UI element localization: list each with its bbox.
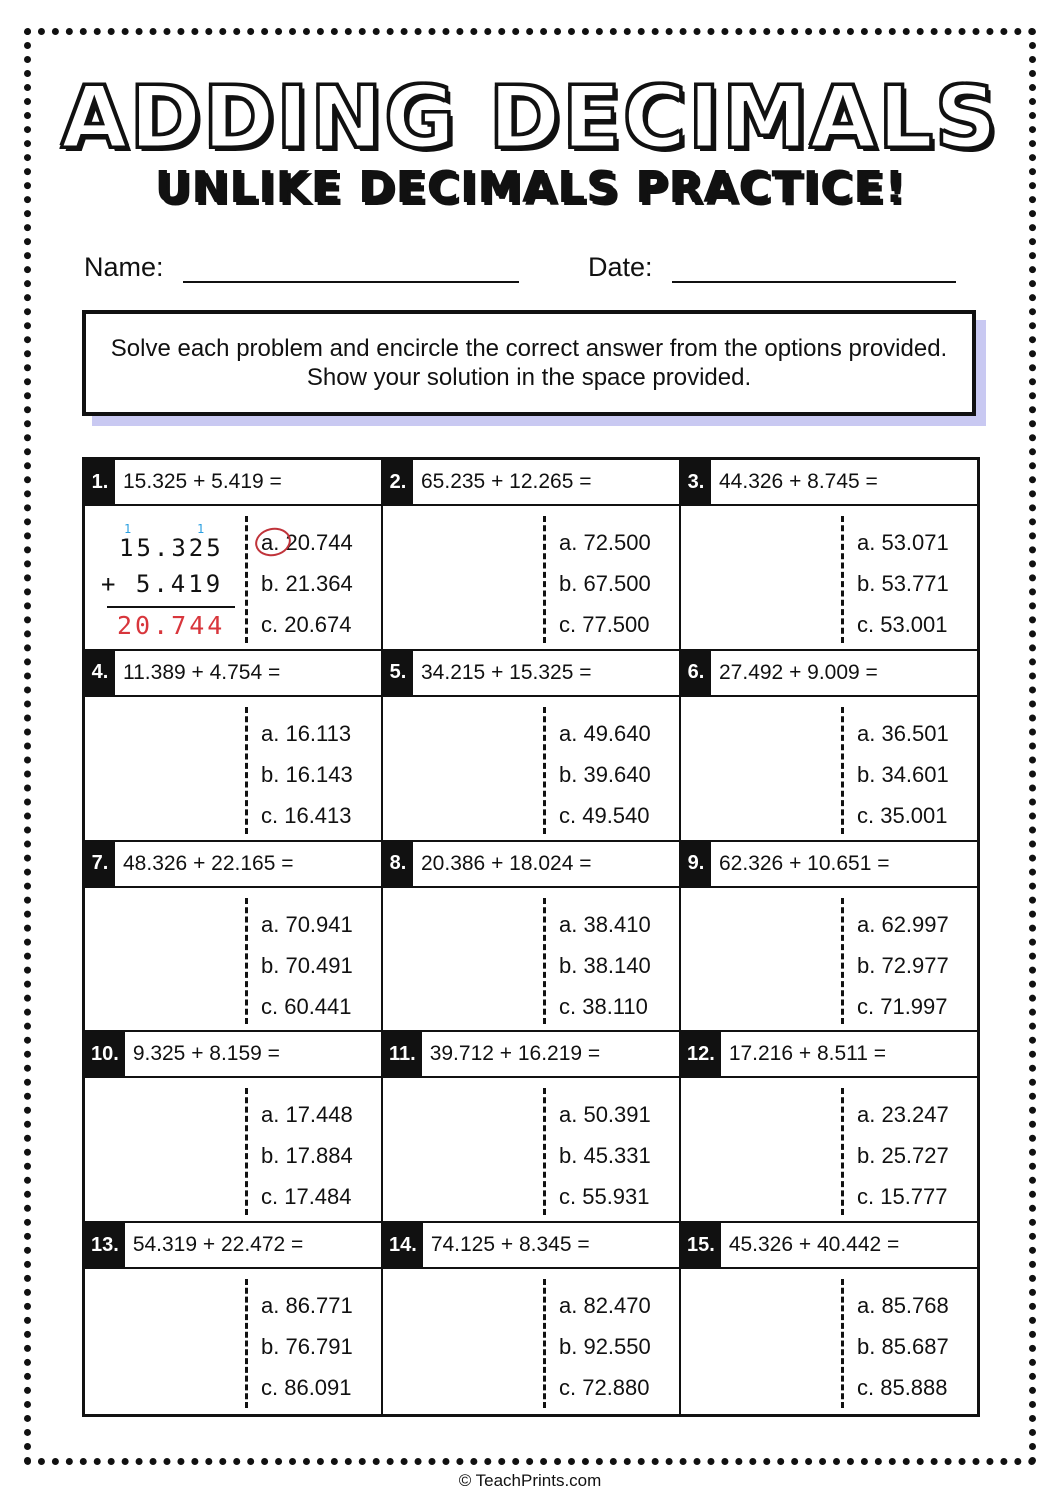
problem-header <box>85 842 381 888</box>
dashed-divider <box>841 898 844 1025</box>
problem-header <box>681 460 977 506</box>
problem-number: 4. <box>85 651 115 695</box>
answer-option[interactable]: a. 50.391 <box>559 1102 651 1128</box>
work-bottom-number: + 5.419 <box>101 570 224 598</box>
problem-header <box>383 651 679 697</box>
problem-grid <box>82 457 980 1417</box>
problem-expression: 65.235 + 12.265 = <box>421 470 592 493</box>
problem-number: 3. <box>681 460 711 504</box>
problem-cell <box>85 651 383 842</box>
answer-option[interactable]: b. 53.771 <box>857 571 949 596</box>
answer-option[interactable]: c. 86.091 <box>261 1375 352 1401</box>
answer-options <box>261 904 353 1027</box>
answer-options <box>559 1285 651 1408</box>
problem-header <box>85 651 381 697</box>
answer-option[interactable]: b. 85.687 <box>857 1334 949 1360</box>
answer-option[interactable]: b. 21.364 <box>261 571 353 596</box>
answer-option[interactable]: c. 35.001 <box>857 802 948 828</box>
answer-options <box>857 713 949 836</box>
problem-number: 14. <box>383 1223 423 1267</box>
problem-header <box>383 1032 679 1078</box>
problem-header <box>681 1223 977 1269</box>
name-field-row <box>84 252 519 283</box>
dashed-divider <box>245 516 248 643</box>
carry-mark: 1 <box>197 522 205 536</box>
dashed-divider <box>841 1088 844 1215</box>
answer-option[interactable]: b. 34.601 <box>857 761 949 787</box>
answer-option[interactable]: c. 49.540 <box>559 802 650 828</box>
answer-option[interactable]: c. 38.110 <box>559 993 648 1019</box>
date-field[interactable] <box>672 253 956 283</box>
problem-expression: 34.215 + 15.325 = <box>421 660 592 684</box>
problem-cell <box>383 1032 681 1223</box>
answer-option[interactable]: c. 71.997 <box>857 993 948 1019</box>
instructions-text: Solve each problem and encircle the correct answer from the options provided. Show your solution in the space provided. <box>110 335 948 391</box>
dashed-divider <box>841 516 844 643</box>
answer-options <box>857 1094 949 1217</box>
problem-cell <box>85 1223 383 1414</box>
problem-header <box>383 1223 679 1269</box>
problem-expression: 44.326 + 8.745 = <box>719 470 878 493</box>
answer-option[interactable]: a. 36.501 <box>857 720 949 746</box>
answer-option[interactable]: c. 20.674 <box>261 612 352 637</box>
problem-number: 15. <box>681 1223 721 1267</box>
dashed-divider <box>841 707 844 834</box>
problem-number: 12. <box>681 1032 721 1076</box>
answer-options <box>261 713 353 836</box>
answer-option[interactable]: b. 72.977 <box>857 952 949 978</box>
problem-cell <box>383 842 681 1033</box>
answer-options <box>857 522 949 645</box>
dashed-divider <box>841 1279 844 1408</box>
answer-option[interactable]: b. 16.143 <box>261 761 353 787</box>
problem-header <box>383 842 679 888</box>
answer-option[interactable]: c. 16.413 <box>261 802 352 828</box>
problem-expression: 62.326 + 10.651 = <box>719 851 890 875</box>
instructions-box <box>82 310 976 416</box>
problem-cell <box>681 1032 977 1223</box>
answer-option[interactable]: c. 72.880 <box>559 1375 650 1401</box>
problem-number: 8. <box>383 842 413 886</box>
problem-number: 5. <box>383 651 413 695</box>
problem-expression: 74.125 + 8.345 = <box>430 1233 590 1257</box>
answer-option[interactable]: a. 72.500 <box>559 530 651 555</box>
date-label: Date: <box>588 252 653 282</box>
problem-expression: 54.319 + 22.472 = <box>132 1233 304 1257</box>
problem-header <box>681 651 977 697</box>
problem-number: 13. <box>85 1223 125 1267</box>
dashed-divider <box>543 516 546 643</box>
dashed-divider <box>245 707 248 834</box>
answer-options <box>559 1094 651 1217</box>
problem-header <box>85 1223 381 1269</box>
problem-cell <box>383 460 681 651</box>
answer-options <box>559 713 651 836</box>
answer-options <box>559 522 651 645</box>
problem-number: 11. <box>383 1032 422 1076</box>
problem-expression: 15.325 + 5.419 = <box>123 470 282 493</box>
answer-option[interactable]: c. 85.888 <box>857 1375 948 1401</box>
answer-option[interactable]: c. 17.484 <box>261 1184 352 1210</box>
problem-expression: 17.216 + 8.511 = <box>728 1042 887 1066</box>
dashed-divider <box>245 1088 248 1215</box>
dashed-divider <box>245 898 248 1025</box>
problem-header <box>383 460 679 506</box>
answer-option[interactable]: b. 70.491 <box>261 952 353 978</box>
work-sum-line <box>107 606 235 608</box>
answer-option[interactable]: a. 20.744 <box>261 530 353 555</box>
problem-cell <box>681 1223 977 1414</box>
problem-expression: 45.326 + 40.442 = <box>728 1233 900 1257</box>
answer-option[interactable]: a. 17.448 <box>261 1102 353 1128</box>
answer-option[interactable]: a. 70.941 <box>261 911 353 937</box>
answer-option[interactable]: a. 23.247 <box>857 1102 949 1128</box>
problem-cell <box>383 1223 681 1414</box>
problem-number: 7. <box>85 842 115 886</box>
answer-option[interactable]: b. 92.550 <box>559 1334 651 1360</box>
problem-cell <box>85 460 383 651</box>
worksheet-title: ADDING DECIMALS <box>61 68 999 168</box>
problem-expression: 9.325 + 8.159 = <box>132 1042 280 1066</box>
problem-number: 10. <box>85 1032 125 1076</box>
answer-option[interactable]: b. 38.140 <box>559 952 651 978</box>
problem-cell <box>85 842 383 1033</box>
dashed-divider <box>543 1088 546 1215</box>
problem-expression: 11.389 + 4.754 = <box>123 660 281 684</box>
problem-cell <box>681 842 977 1033</box>
answer-option[interactable]: a. 53.071 <box>857 530 949 555</box>
answer-option[interactable]: c. 15.777 <box>857 1184 948 1210</box>
problem-header <box>681 1032 977 1078</box>
problem-expression: 27.492 + 9.009 = <box>719 660 878 684</box>
problem-expression: 20.386 + 18.024 = <box>421 851 592 875</box>
answer-option[interactable]: b. 45.331 <box>559 1143 651 1169</box>
answer-options <box>857 904 949 1027</box>
answer-option[interactable]: b. 67.500 <box>559 571 651 596</box>
answer-options <box>857 1285 949 1408</box>
answer-options <box>559 904 651 1027</box>
problem-cell <box>85 1032 383 1223</box>
dashed-divider <box>543 707 546 834</box>
answer-options <box>261 1094 353 1217</box>
problem-expression: 48.326 + 22.165 = <box>123 851 294 875</box>
answer-option[interactable]: a. 16.113 <box>261 720 352 746</box>
problem-expression: 39.712 + 16.219 = <box>429 1042 601 1066</box>
answer-option[interactable]: a. 82.470 <box>559 1293 651 1319</box>
date-field-row <box>588 252 956 283</box>
answer-option[interactable]: c. 55.931 <box>559 1184 650 1210</box>
problem-number: 1. <box>85 460 115 504</box>
worksheet-subtitle: UNLIKE DECIMALS PRACTICE! <box>154 162 906 213</box>
problem-number: 6. <box>681 651 711 695</box>
answer-option[interactable]: c. 53.001 <box>857 612 948 637</box>
answer-option[interactable]: b. 25.727 <box>857 1143 949 1169</box>
answer-option[interactable]: a. 49.640 <box>559 720 651 746</box>
work-answer: 20.744 <box>117 611 226 640</box>
dashed-divider <box>543 1279 546 1408</box>
answer-option[interactable]: a. 86.771 <box>261 1293 353 1319</box>
carry-mark: 1 <box>124 522 132 536</box>
answer-option[interactable]: a. 62.997 <box>857 911 949 937</box>
answer-options <box>261 1285 353 1408</box>
work-top-number: 15.325 <box>119 534 224 562</box>
answer-option[interactable]: c. 60.441 <box>261 993 352 1019</box>
problem-header <box>85 460 381 506</box>
answer-option[interactable]: b. 17.884 <box>261 1143 353 1169</box>
name-label: Name: <box>84 252 164 282</box>
answer-option[interactable]: c. 77.500 <box>559 612 650 637</box>
problem-cell <box>383 651 681 842</box>
answer-option[interactable]: b. 76.791 <box>261 1334 353 1360</box>
dashed-divider <box>543 898 546 1025</box>
dashed-divider <box>245 1279 248 1408</box>
name-field[interactable] <box>183 253 519 283</box>
answer-option[interactable]: b. 39.640 <box>559 761 651 787</box>
copyright-footer: © TeachPrints.com <box>458 1471 602 1490</box>
problem-number: 9. <box>681 842 711 886</box>
problem-number: 2. <box>383 460 413 504</box>
problem-header <box>85 1032 381 1078</box>
answer-option[interactable]: a. 38.410 <box>559 911 651 937</box>
problem-cell <box>681 651 977 842</box>
problem-header <box>681 842 977 888</box>
answer-option[interactable]: a. 85.768 <box>857 1293 949 1319</box>
problem-cell <box>681 460 977 651</box>
